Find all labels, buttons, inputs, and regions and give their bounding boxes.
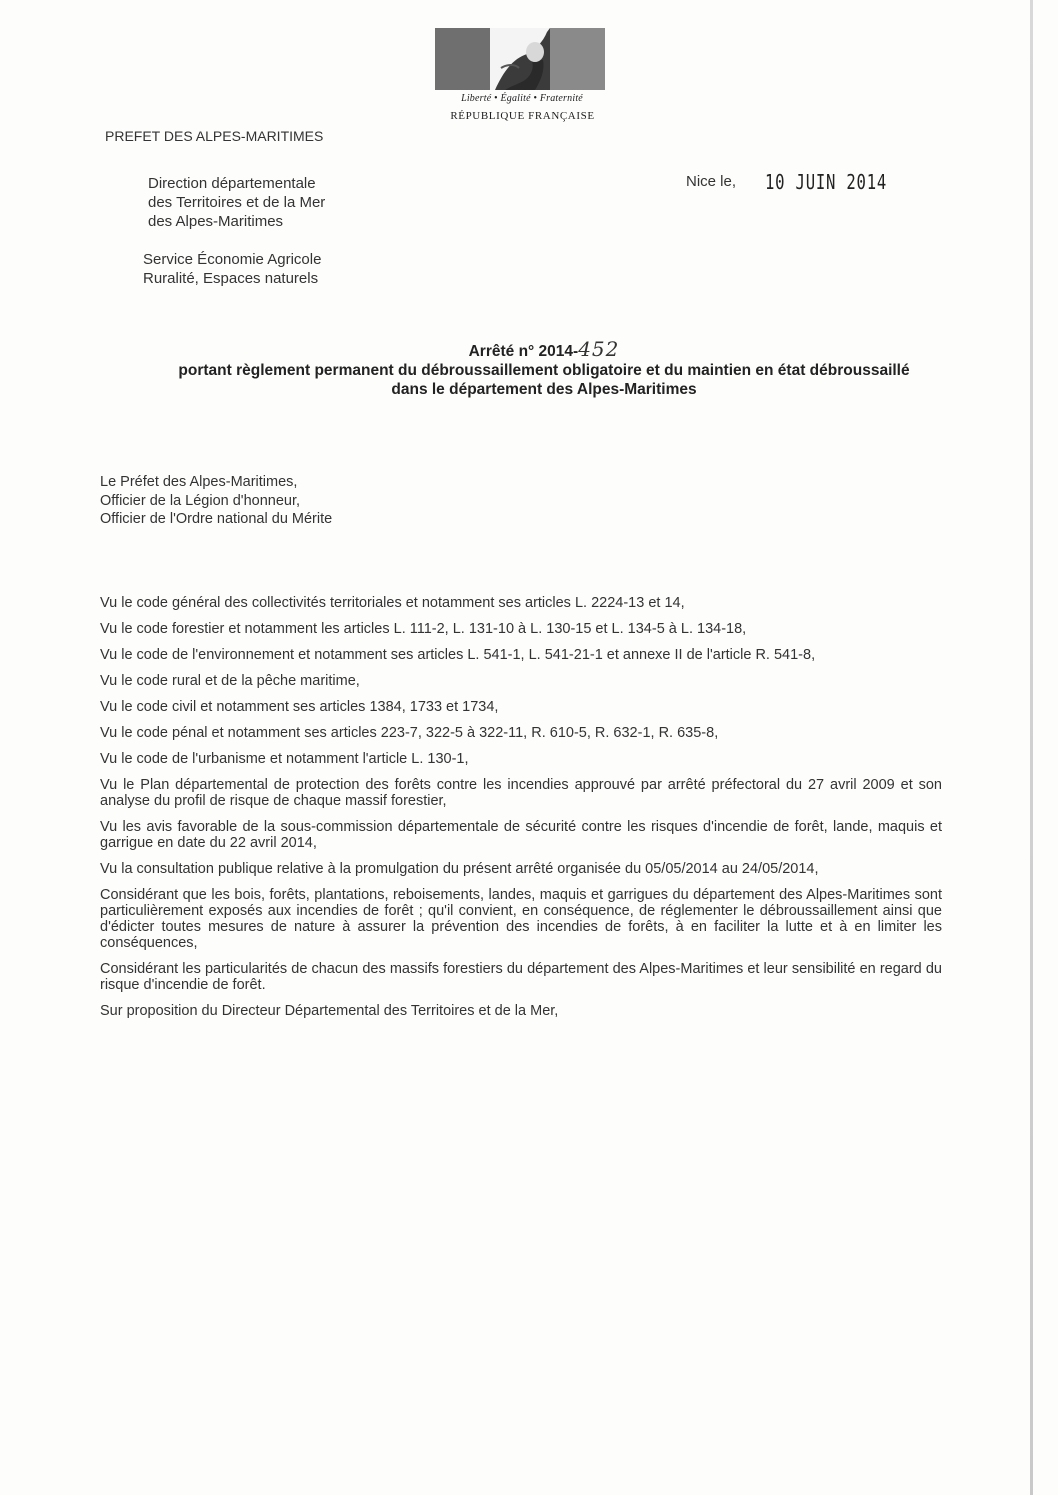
- republic-motto: Liberté • Égalité • Fraternité: [461, 93, 583, 104]
- preamble-paragraph: Vu le code de l'urbanisme et notamment l'article L. 130-1,: [100, 751, 469, 767]
- official-block: [100, 473, 332, 529]
- preamble-paragraph: Vu les avis favorable de la sous-commission départementale de sécurité contre les risques d'incendie de forêt, lande, maquis et garrigue en date du 22 avril 2014,: [100, 819, 942, 851]
- preamble-paragraph: Vu le code forestier et notamment les articles L. 111-2, L. 131-10 à L. 130-15 et L. 134-5 à L. 134-18,: [100, 621, 747, 637]
- marianne-logo-icon: [435, 28, 605, 90]
- preamble-paragraph: Vu la consultation publique relative à la promulgation du présent arrêté organisée du 05/05/2014 au 24/05/2014,: [100, 861, 819, 877]
- direction-line: Direction départementale: [148, 175, 316, 192]
- preamble-paragraph: Vu le code pénal et notamment ses articles 223-7, 322-5 à 322-11, R. 610-5, R. 632-1, R. 635-8,: [100, 725, 719, 741]
- prefecture-name: PREFET DES ALPES-MARITIMES: [105, 128, 324, 144]
- decree-title-line: dans le département des Alpes-Maritimes: [391, 381, 697, 398]
- service-line: Service Économie Agricole: [143, 251, 322, 268]
- preamble-paragraph: Considérant les particularités de chacun des massifs forestiers du département des Alpes-Maritimes et leur sensibilité en regard du risque d'incendie de forêt.: [100, 961, 942, 993]
- preamble-paragraph: Vu le code rural et de la pêche maritime,: [100, 673, 360, 689]
- decree-title: [100, 337, 988, 399]
- decree-preamble: [100, 595, 942, 1029]
- official-line: Le Préfet des Alpes-Maritimes,: [100, 474, 298, 490]
- date-stamp: 10 JUIN 2014: [765, 170, 888, 194]
- preamble-paragraph: Sur proposition du Directeur Départemental des Territoires et de la Mer,: [100, 1003, 559, 1019]
- page-edge: [1030, 0, 1033, 1495]
- service-line: Ruralité, Espaces naturels: [143, 270, 319, 287]
- preamble-paragraph: Vu le code civil et notamment ses articles 1384, 1733 et 1734,: [100, 699, 499, 715]
- service-block: [143, 250, 321, 288]
- preamble-paragraph: Considérant que les bois, forêts, plantations, reboisements, landes, maquis et garrigues du département des Alpes-Maritimes sont particulièrement exposés aux incendies de forêt ; qu'il convient, en conséquence, de réglementer le débroussaillement ainsi que d'édicter toutes mesures de nature à assurer la prévention des incendies de forêts, à en faciliter la lutte et à en limiter les conséquences,: [100, 887, 942, 951]
- preamble-paragraph: Vu le code de l'environnement et notamment ses articles L. 541-1, L. 541-21-1 et annexe II de l'article R. 541-8,: [100, 647, 816, 663]
- direction-block: [148, 174, 325, 231]
- decree-number-prefix: Arrêté n° 2014-: [468, 343, 579, 360]
- date-label: Nice le,: [686, 173, 737, 190]
- direction-line: des Alpes-Maritimes: [148, 213, 284, 230]
- official-line: Officier de l'Ordre national du Mérite: [100, 511, 333, 527]
- decree-title-line: portant règlement permanent du débroussaillement obligatoire et du maintien en état débroussaillé: [178, 362, 910, 379]
- decree-number: [100, 337, 988, 361]
- decree-number-handwritten: 452: [578, 337, 620, 361]
- direction-line: des Territoires et de la Mer: [148, 194, 326, 211]
- preamble-paragraph: Vu le Plan départemental de protection des forêts contre les incendies approuvé par arrêté préfectoral du 27 avril 2009 et son analyse du profil de risque de chaque massif forestier,: [100, 777, 942, 809]
- official-line: Officier de la Légion d'honneur,: [100, 492, 301, 509]
- preamble-paragraph: Vu le code général des collectivités territoriales et notamment ses articles L. 2224-13 et 14,: [100, 595, 685, 611]
- republic-name: RÉPUBLIQUE FRANÇAISE: [450, 110, 595, 122]
